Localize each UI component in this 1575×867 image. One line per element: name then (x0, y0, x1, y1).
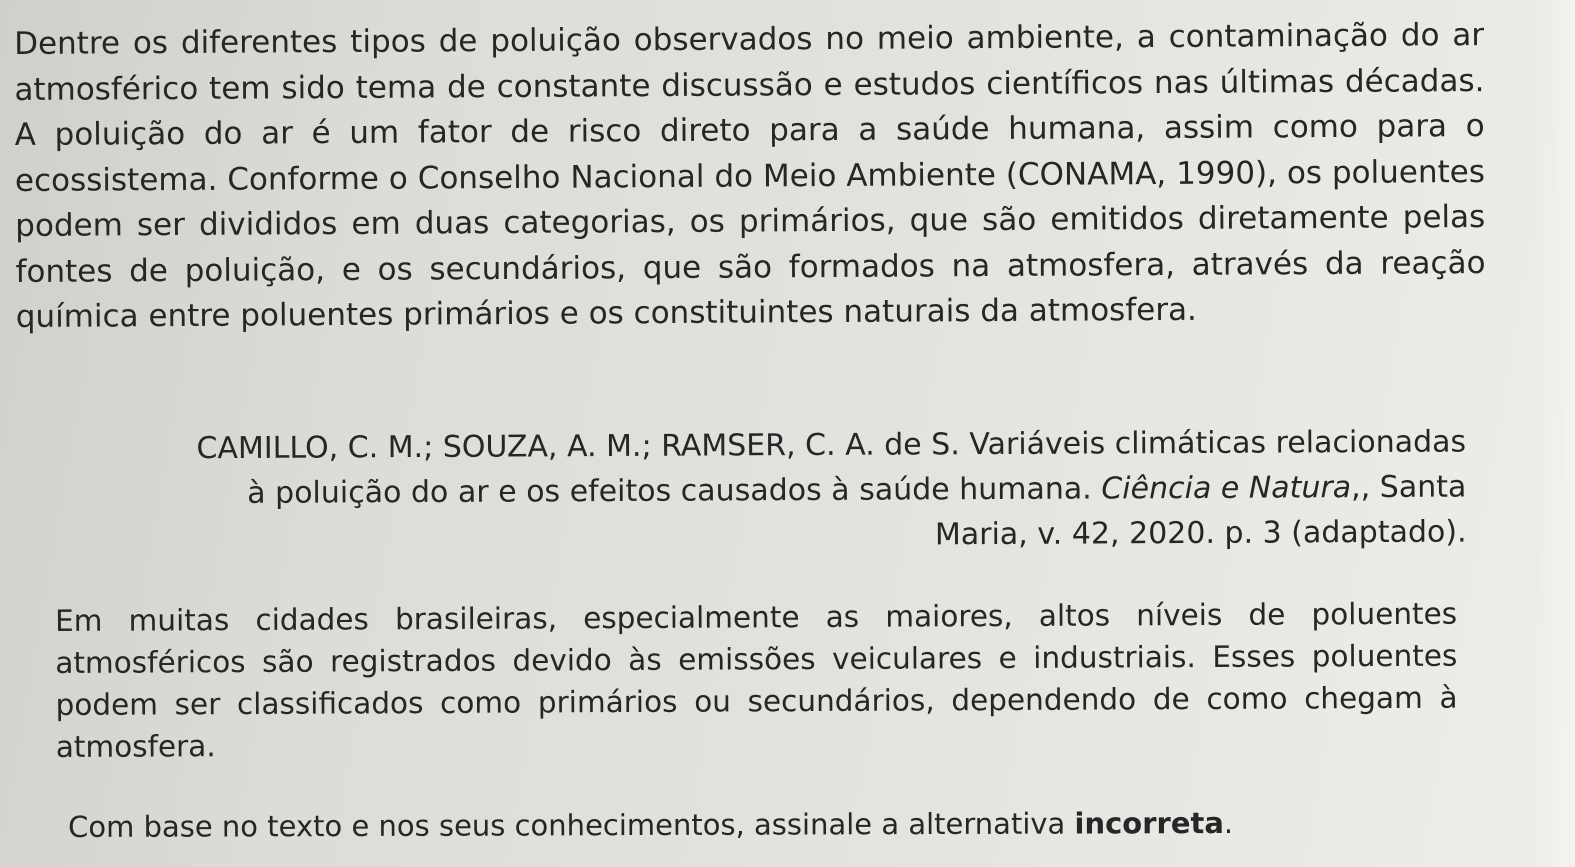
statement-paragraph: Em muitas cidades brasileiras, especialmente as maiores, altos níveis de poluentes atmosféricos são registrados devido às emissões veiculares e industriais. Esses poluentes podem ser classificados como primários ou secundários, dependendo de como chegam à atmosfera. (55, 596, 1458, 764)
lighting-shade (1535, 0, 1575, 867)
citation-journal: Ciência e Natura (1101, 470, 1352, 507)
citation-reference (40, 420, 1467, 562)
passage-paragraph: Dentre os diferentes tipos de poluição observados no meio ambiente, a contaminação do ar atmosférico tem sido tema de constante discussão e estudos científicos nas últimas décadas. A poluição do ar é um fator de risco direto para a saúde humana, assim como para o ecossistema. Conforme o Conselho Nacional do Meio Ambiente (CONAMA, 1990), os poluentes podem ser divididos em duas categorias, os primários, que são emitidos diretamente pelas fontes de poluição, e os secundários, que são formados na atmosfera, através da reação química entre poluentes primários e os constituintes naturais da atmosfera. (14, 17, 1486, 335)
citation-line-3: Maria, v. 42, 2020. p. 3 (adaptado). (934, 514, 1467, 553)
citation-title-end: à poluição do ar e os efeitos causados à saúde humana. (247, 471, 1102, 511)
question-emphasis: incorreta (1074, 805, 1224, 841)
question-prompt (68, 802, 1233, 848)
citation-line-2 (40, 465, 1466, 517)
question-prompt-text: Com base no texto e nos seus conhecimentos, assinale a alternativa (68, 806, 1075, 844)
citation-city-start: ,, Santa (1351, 469, 1467, 506)
question-end: . (1223, 805, 1234, 840)
citation-line-1: CAMILLO, C. M.; SOUZA, A. M.; RAMSER, C. A. de S. Variáveis climáticas relacionadas (196, 424, 1467, 467)
